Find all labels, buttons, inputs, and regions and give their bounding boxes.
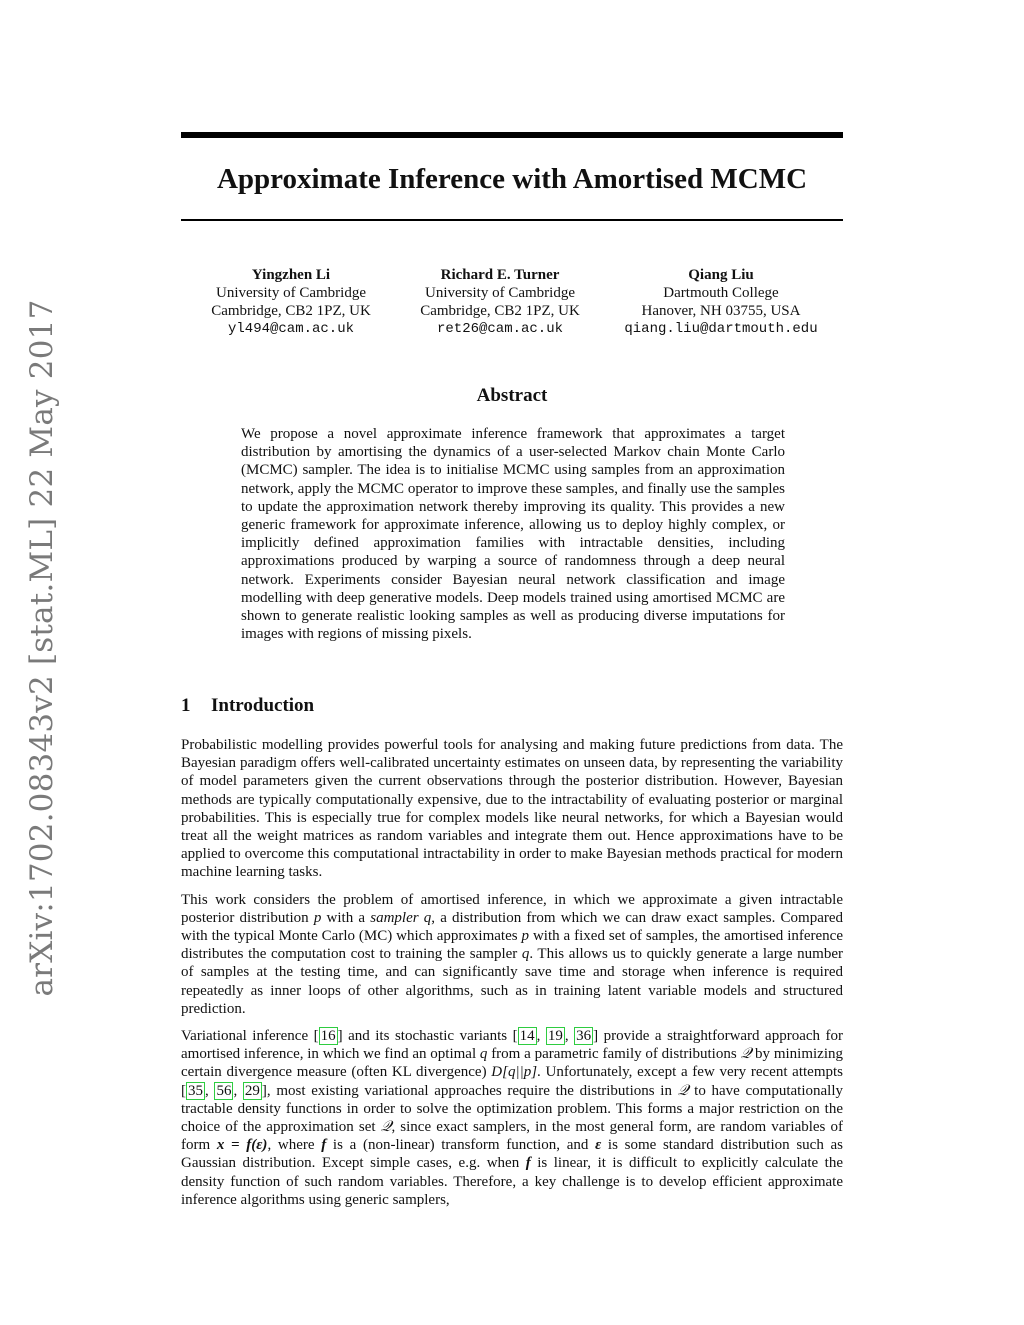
text-run: , a distribution from which we can draw exact samples. Compared with the typical Monte Carlo (MC) which approximates [181, 909, 843, 945]
author-affiliation: University of Cambridge [425, 285, 575, 301]
text-run: from a parametric family of distributions [487, 1046, 741, 1063]
math-equation: x = f(ε) [216, 1137, 268, 1154]
arxiv-identifier-text: arXiv:1702.08343v2 [stat.ML] 22 May 2017 [24, 298, 60, 997]
text-run: Variational inference [ [181, 1028, 319, 1045]
text-run: with a fixed set of samples, the amortised inference distributes the computation cost to training the sampler [181, 928, 843, 963]
citation-link[interactable]: 56 [216, 1082, 232, 1099]
author-email[interactable]: yl494@cam.ac.uk [227, 321, 355, 337]
body-text [181, 736, 843, 1218]
author-email[interactable]: qiang.liu@dartmouth.edu [624, 321, 818, 337]
math-var: p [521, 928, 530, 945]
text-run: . This allows us to quickly generate a large number of samples at the testing time, and can significantly save time and storage when inference is required repeatedly as inner loops of other algorithms, such as in training latent variable models and structured prediction. [181, 946, 843, 1017]
abstract-heading: Abstract [476, 385, 548, 406]
author-email[interactable]: ret26@cam.ac.uk [436, 321, 564, 337]
math-var: q [521, 946, 530, 963]
author-name: Qiang Liu [688, 267, 754, 283]
text-run: is a (non-linear) transform function, and [326, 1137, 596, 1154]
text-run: by minimizing certain divergence measure (often KL divergence) [181, 1046, 843, 1081]
paragraph-2 [181, 891, 843, 1018]
title-bottom-rule [181, 219, 843, 221]
author-3 [611, 266, 831, 338]
text-run: . Unfortunately, except a few very recent attempts [ [181, 1064, 844, 1099]
emphasis-sampler: sampler [370, 909, 419, 926]
citation-link[interactable]: 35 [188, 1082, 203, 1099]
paragraph-3: Variational inference [ 16 ] and its stochastic variants [ 14 , 19 , 36 ] provide a straightforward approach for amortised inference, in which we find an optimal q from a parametric family of distributions 𝒬 by minimizing certain divergence measure (often KL divergence) D[q||p]. Unfortunately, except a few very recent attempts [ 35 , 56 , 29 ], most existing variational approaches require the distributions in 𝒬 to have computationally tractable density functions in order to solve the optimization problem. This forms a major restriction on the choice of the approximation set 𝒬, since exact samplers, in the most general form, are random variables of form x = f(ε), where f is a (non-linear) transform function, and ε is some standard distribution such as Gaussian distribution. Except simple cases, e.g. when f is linear, it is difficult to explicitly calculate the density function of such random variables. Therefore, a key challenge is to develop efficient approximate inference algorithms using generic samplers, [181, 1028, 844, 1208]
author-2 [390, 266, 610, 338]
citation-link[interactable]: 19 [547, 1028, 563, 1045]
author-address: Hanover, NH 03755, USA [641, 303, 801, 319]
math-var: 𝒬 [380, 1119, 392, 1136]
math-var: 𝒬 [740, 1046, 752, 1063]
text-run: to have computationally tractable density functions in order to solve the optimization problem. This forms a major restriction on the choice of the approximation set [181, 1082, 844, 1136]
math-var: q [479, 1046, 488, 1063]
text-run: This work considers the problem of amortised inference, in which we approximate a given intractable posterior distribution [181, 891, 843, 926]
text-run: ] provide a straightforward approach for amortised inference, in which we find an optimal [181, 1028, 844, 1063]
citation-link[interactable]: 16 [320, 1028, 336, 1045]
math-var: q [423, 909, 432, 926]
citation-link[interactable]: 29 [244, 1082, 260, 1099]
author-name: Richard E. Turner [440, 267, 560, 283]
paragraph-1: Probabilistic modelling provides powerful tools for analysing and making future predictions from data. The Bayesian paradigm offers well-calibrated uncertainty estimates on unseen data, by representing the variability of model parameters given the current observations through the posterior distribution. However, Bayesian methods are typically computationally expensive, due to the intractability of evaluating posterior or marginal probabilities. This is especially true for complex models like neural networks, for which a Bayesian would treat all the weight matrices as random variables and integrate them out. Hence approximations have to be applied to overcome this computational intractability in order to make Bayesian methods practical for modern machine learning tasks. [181, 737, 843, 881]
author-name: Yingzhen Li [251, 267, 331, 283]
section-heading [181, 695, 314, 717]
math-var: ε [595, 1137, 602, 1154]
math-var: p [313, 909, 322, 926]
abstract-text: We propose a novel approximate inference framework that approximates a target distribution by amortising the dynamics of a user-selected Markov chain Monte Carlo (MCMC) sampler. The idea is to initialise MCMC using samples from an approximation network, apply the MCMC operator to improve these samples, and finally use the samples to update the approximation network thereby improving its quality. This provides a new generic framework for approximate inference, allowing us to deploy highly complex, or implicitly defined approximation families with intractable densities, including approximations produced by warping a source of randomness through a deep neural network. Experiments consider Bayesian neural network classification and image modelling with deep generative models. Deep models trained using amortised MCMC are shown to generate realistic looking samples as well as producing diverse imputations for images with regions of missing pixels. [241, 426, 785, 643]
paper-title: Approximate Inference with Amortised MCMC [216, 163, 808, 195]
text-run: , since exact samplers, in the most general form, are random variables of form [181, 1119, 843, 1154]
author-1 [181, 266, 401, 338]
text-run: ] and its stochastic variants [ [337, 1028, 518, 1045]
author-affiliation: Dartmouth College [663, 285, 779, 301]
text-run: is linear, it is difficult to explicitly calculate the density function of such random variables. Therefore, a key challenge is to develop efficient approximate inference algorithms using generic samplers, [181, 1155, 843, 1208]
citation-link[interactable]: 36 [576, 1028, 592, 1045]
section-number: 1 [181, 695, 191, 716]
text-run: with a [321, 909, 371, 926]
section-title: Introduction [211, 695, 315, 716]
title-top-rule [181, 132, 843, 138]
text-run: ], most existing variational approaches require the distributions in [261, 1082, 678, 1099]
text-run: , where [267, 1137, 322, 1154]
author-address: Cambridge, CB2 1PZ, UK [211, 303, 371, 319]
author-affiliation: University of Cambridge [216, 285, 366, 301]
math-expression: D[q||p] [491, 1064, 538, 1081]
author-address: Cambridge, CB2 1PZ, UK [420, 303, 580, 319]
citation-link[interactable]: 14 [519, 1028, 535, 1045]
math-var: 𝒬 [677, 1082, 689, 1099]
math-var: f [321, 1137, 327, 1154]
arxiv-identifier [22, 298, 62, 997]
math-var: f [525, 1155, 531, 1172]
text-run: is some standard distribution such as Gaussian distribution. Except simple cases, e.g. when [181, 1137, 843, 1172]
